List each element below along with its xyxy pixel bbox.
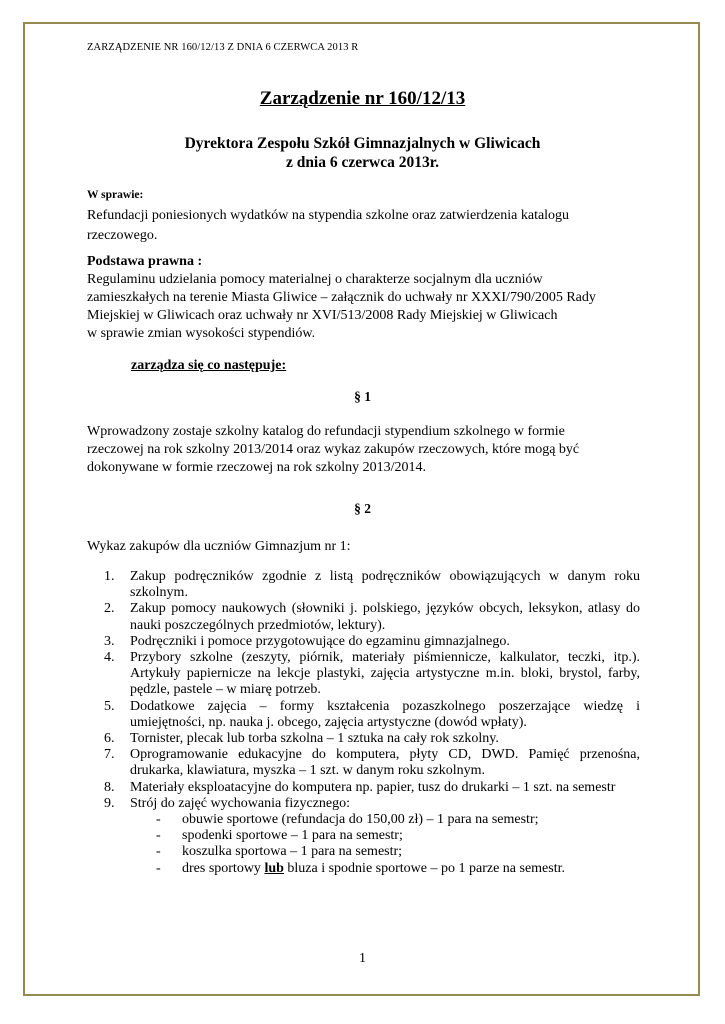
podstawa-line-4: w sprawie zmian wysokości stypendiów. xyxy=(87,326,316,341)
list-item-number: 7. xyxy=(104,747,115,763)
w-sprawie-label: W sprawie: xyxy=(87,189,144,201)
list-item-text: Zakup pomocy naukowych (słowniki j. polskiego, języków obcych, leksykon, atlasy do nauki poszczególnych przedmiotów, lektury). xyxy=(130,601,640,633)
document-subtitle xyxy=(0,134,725,172)
list-item-text: Tornister, plecak lub torba szkolna – 1 sztuka na cały rok szkolny. xyxy=(130,731,499,747)
list-item-number: 8. xyxy=(104,779,115,795)
sub-list-item xyxy=(130,828,640,844)
sub-item-text: koszulka sportowa – 1 para na semestr; xyxy=(182,844,403,860)
list-item-text: Zakup podręczników zgodnie z listą podręczników obowiązujących w danym roku szkolnym. xyxy=(130,569,640,601)
podstawa-line-2: zamieszkałych na terenie Miasta Gliwice – załącznik do uchwały nr XXXI/790/2005 Rady xyxy=(87,290,596,305)
par1-line-1: Wprowadzony zostaje szkolny katalog do refundacji stypendium szkolnego w formie xyxy=(87,424,565,439)
sub-item-text-lub: lub xyxy=(264,860,284,876)
list-item-text: Podręczniki i pomoce przygotowujące do egzaminu gimnazjalnego. xyxy=(130,633,510,649)
sub-list-item xyxy=(130,812,640,828)
paragraph-2-heading: § 2 xyxy=(354,501,371,516)
list-item xyxy=(104,731,640,747)
list-item-number: 9. xyxy=(104,795,115,811)
list-item-number: 6. xyxy=(104,731,115,747)
list-item xyxy=(104,780,640,796)
list-item xyxy=(104,650,640,699)
list-item-number: 4. xyxy=(104,650,115,666)
sub-item-text: obuwie sportowe (refundacja do 150,00 zł) – 1 para na semestr; xyxy=(182,812,539,828)
purchase-list xyxy=(104,569,640,877)
podstawa-label: Podstawa prawna : xyxy=(87,254,203,269)
list-item-number: 3. xyxy=(104,633,115,649)
podstawa-section xyxy=(87,253,642,343)
list-item-number: 2. xyxy=(104,601,115,617)
zarzadza-heading: zarządza się co następuje: xyxy=(131,358,287,373)
sub-list-item xyxy=(130,844,640,860)
sportswear-sublist xyxy=(130,812,640,877)
list-item xyxy=(104,601,640,633)
sub-item-text-pre: dres sportowy xyxy=(182,860,265,876)
list-item-text: Oprogramowanie edukacyjne do komputera, płyty CD, DWD. Pamięć przenośna, drukarka, klawiatura, myszka – 1 szt. w danym roku szkolnym. xyxy=(130,747,640,779)
par1-line-2: rzeczowej na rok szkolny 2013/2014 oraz wykaz zakupów rzeczowych, które mogą być xyxy=(87,442,580,457)
paragraph-1-heading: § 1 xyxy=(354,389,371,404)
list-item xyxy=(104,796,640,877)
document-title: Zarządzenie nr 160/12/13 xyxy=(259,88,466,109)
sub-item-dash: - xyxy=(156,844,161,860)
sub-item-dash: - xyxy=(156,828,161,844)
running-header: ZARZĄDZENIE NR 160/12/13 Z DNIA 6 CZERWCA 2013 R xyxy=(87,42,359,53)
list-item xyxy=(104,747,640,779)
podstawa-line-3: Miejskiej w Gliwicach oraz uchwały nr XVI/513/2008 Rady Miejskiej w Gliwicach xyxy=(87,308,558,323)
list-item xyxy=(104,634,640,650)
list-item-text: Strój do zajęć wychowania fizycznego: xyxy=(130,795,351,811)
page-number: 1 xyxy=(359,951,366,966)
list-item xyxy=(104,699,640,731)
sub-item-text xyxy=(156,861,640,877)
w-sprawie-text: Refundacji poniesionych wydatków na stypendia szkolne oraz zatwierdzenia katalogu rzeczowego. xyxy=(87,208,570,243)
sub-item-dash: - xyxy=(156,860,161,876)
sub-item-dash: - xyxy=(156,812,161,828)
sub-item-text: spodenki sportowe – 1 para na semestr; xyxy=(182,828,403,844)
list-item-text: Przybory szkolne (zeszyty, piórnik, materiały piśmiennicze, kalkulator, teczki, itp.). Artykuły papiernicze na lekcje plastyki, zajęcia artystyczne m.in. bloki, brystol, farby, pędzle, pastele – w miarę potrzeb. xyxy=(130,650,640,698)
list-item-text: Materiały eksploatacyjne do komputera np. papier, tusz do drukarki – 1 szt. na semestr xyxy=(130,779,616,795)
subtitle-line-1: Dyrektora Zespołu Szkół Gimnazjalnych w Gliwicach xyxy=(184,135,541,152)
list-item-text: Dodatkowe zajęcia – formy kształcenia pozaszkolnego poszerzające wiedzę i umiejętności, np. nauka j. obcego, zajęcia artystyczne (dowód wpłaty). xyxy=(130,698,640,730)
par1-line-3: dokonywane w formie rzeczowej na rok szkolny 2013/2014. xyxy=(87,460,427,475)
subtitle-line-2: z dnia 6 czerwca 2013r. xyxy=(285,154,440,171)
list-item-number: 5. xyxy=(104,698,115,714)
list-item-number: 1. xyxy=(104,569,115,584)
w-sprawie-section xyxy=(87,186,642,246)
sub-item-text-post: bluza i spodnie sportowe – po 1 parze na semestr. xyxy=(283,860,565,876)
podstawa-line-1: Regulaminu udzielania pomocy materialnej o charakterze socjalnym dla uczniów xyxy=(87,272,543,287)
sub-list-item xyxy=(130,861,640,877)
list-item xyxy=(104,569,640,601)
wykaz-intro: Wykaz zakupów dla uczniów Gimnazjum nr 1: xyxy=(87,539,351,554)
paragraph-1-text xyxy=(87,423,642,477)
